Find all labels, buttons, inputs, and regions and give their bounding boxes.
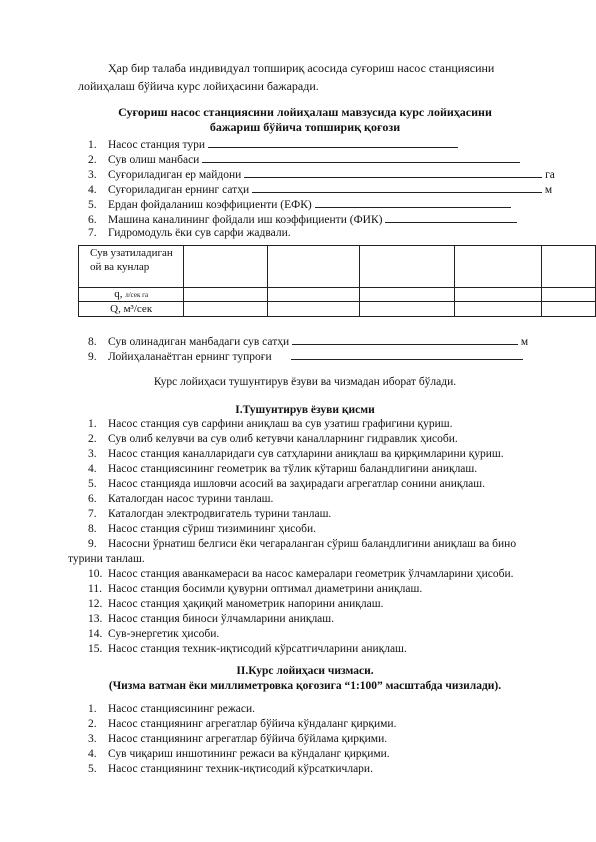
form-item: 2. Сув олиш манбаси: [88, 151, 520, 166]
section1-title: I.Тушунтирув ёзуви қисми: [235, 404, 375, 416]
table-cell: [184, 302, 267, 317]
table-cell: [359, 288, 454, 302]
table-cell: [184, 246, 267, 288]
table-cell: [541, 246, 595, 288]
fill-line: [208, 136, 458, 148]
table-cell: [267, 302, 359, 317]
fill-line: [244, 166, 542, 178]
fill-line: [292, 333, 518, 345]
list-item: 6. Каталогдан насос турини танлаш.: [88, 493, 274, 505]
table-row: [79, 246, 596, 288]
list-item: 9. Насосни ўрнатиш белгиси ёки чегараланган сўриш баландлигини аниқлаш ва бино: [88, 538, 517, 550]
hydromodule-table: [78, 245, 596, 317]
table-cell-label: Q, м³/сек: [79, 302, 184, 317]
fill-line: [315, 196, 511, 208]
form-item: 7. Гидромодуль ёки сув сарфи жадвали.: [88, 227, 291, 239]
list-item: 4. Сув чиқариш иншотининг режаси ва кўндаланг қирқими.: [88, 748, 390, 760]
list-item: 15. Насос станция техник-иқтисодий кўрсатгичларини аниқлаш.: [88, 643, 407, 655]
table-cell-label: q, л/сек га: [79, 288, 184, 302]
composition-note: Курс лойиҳаси тушунтирув ёзуви ва чизмадан иборат бўлади.: [153, 376, 457, 388]
list-item: 10. Насос станция аванкамераси ва насос камералари геометрик ўлчамларини ҳисоби.: [88, 568, 514, 580]
table-row: [79, 288, 596, 302]
list-item: 2. Сув олиб келувчи ва сув олиб кетувчи каналларнинг гидравлик ҳисоби.: [88, 433, 458, 445]
table-cell: [541, 302, 595, 317]
list-item: 5. Насос станциянинг техник-иқтисодий кўрсаткичлари.: [88, 763, 373, 775]
form-item: 5. Ердан фойдаланиш коэффициенти (ЕФК): [88, 196, 511, 211]
form-title-line2: бажариш бўйича топшириқ қоғози: [209, 120, 401, 134]
table-cell: [454, 288, 541, 302]
list-item: 1. Насос станциясининг режаси.: [88, 703, 256, 715]
list-item: 3. Насос станциянинг агрегатлар бўйича бўйлама қирқими.: [88, 733, 388, 745]
form-item: 9. Лойиҳаланаётган ернинг тупроғи: [88, 348, 523, 363]
fill-line: [252, 181, 542, 193]
list-item: 12. Насос станция ҳақиқий манометрик напорини аниқлаш.: [88, 598, 384, 610]
list-item-continuation: турини танлаш.: [68, 553, 145, 565]
list-item: 7. Каталогдан электродвигатель турини танлаш.: [88, 508, 332, 520]
list-item: 13. Насос станция биноси ўлчамларини аниқлаш.: [88, 613, 335, 625]
form-item: 8. Сув олинадиган манбадаги сув сатҳи м: [88, 333, 528, 348]
section2-subtitle: (Чизма ватман ёки миллиметровка қоғозига “1:100” масштабда чизилади).: [108, 680, 502, 692]
list-item: 5. Насос станцияда ишловчи асосий ва заҳирадаги агрегатлар сонини аниқлаш.: [88, 478, 486, 490]
table-row: [79, 302, 596, 317]
table-cell: [454, 302, 541, 317]
list-item: 14. Сув-энергетик ҳисоби.: [88, 628, 220, 640]
list-item: 1. Насос станция сув сарфини аниқлаш ва сув узатиш графигини қуриш.: [88, 418, 453, 430]
list-item: 3. Насос станция каналларидаги сув сатҳларини аниқлаш ва қирқимларини қуриш.: [88, 448, 504, 460]
form-item: 3. Суғориладиган ер майдони га: [88, 166, 555, 181]
intro-paragraph: Ҳар бир талаба индивидуал топшириқ асосида суғориш насос станциясини лойиҳалаш бўйича курс лойиҳасини бажаради.: [78, 61, 495, 93]
list-item: 11. Насос станция босимли қувурни оптимал диаметрини аниқлаш.: [88, 583, 423, 595]
table-cell: [454, 246, 541, 288]
table-cell-label: Сув узатиладиган ой ва кунлар: [79, 246, 184, 288]
fill-line: [291, 348, 523, 360]
list-item: 4. Насос станциясининг геометрик ва тўлик кўтариш баландлигини аниқлаш.: [88, 463, 478, 475]
fill-line: [202, 151, 520, 163]
table-cell: [359, 302, 454, 317]
form-item: 6. Машина каналининг фойдали иш коэффициенти (ФИК): [88, 211, 517, 226]
list-item: 8. Насос станция сўриш тизимининг ҳисоби.: [88, 523, 317, 535]
table-cell: [184, 288, 267, 302]
form-item: 4. Суғориладиган ернинг сатҳи м: [88, 181, 552, 196]
table-cell: [267, 288, 359, 302]
table-cell: [541, 288, 595, 302]
section2-title: II.Курс лойиҳаси чизмаси.: [236, 665, 374, 677]
form-title-line1: Суғориш насос станциясини лойиҳалаш мавзусида курс лойиҳасини: [118, 105, 492, 119]
table-cell: [359, 246, 454, 288]
form-item: 1. Насос станция тури: [88, 136, 458, 151]
table-cell: [267, 246, 359, 288]
list-item: 2. Насос станциянинг агрегатлар бўйича кўндаланг қирқими.: [88, 718, 397, 730]
fill-line: [385, 211, 517, 223]
